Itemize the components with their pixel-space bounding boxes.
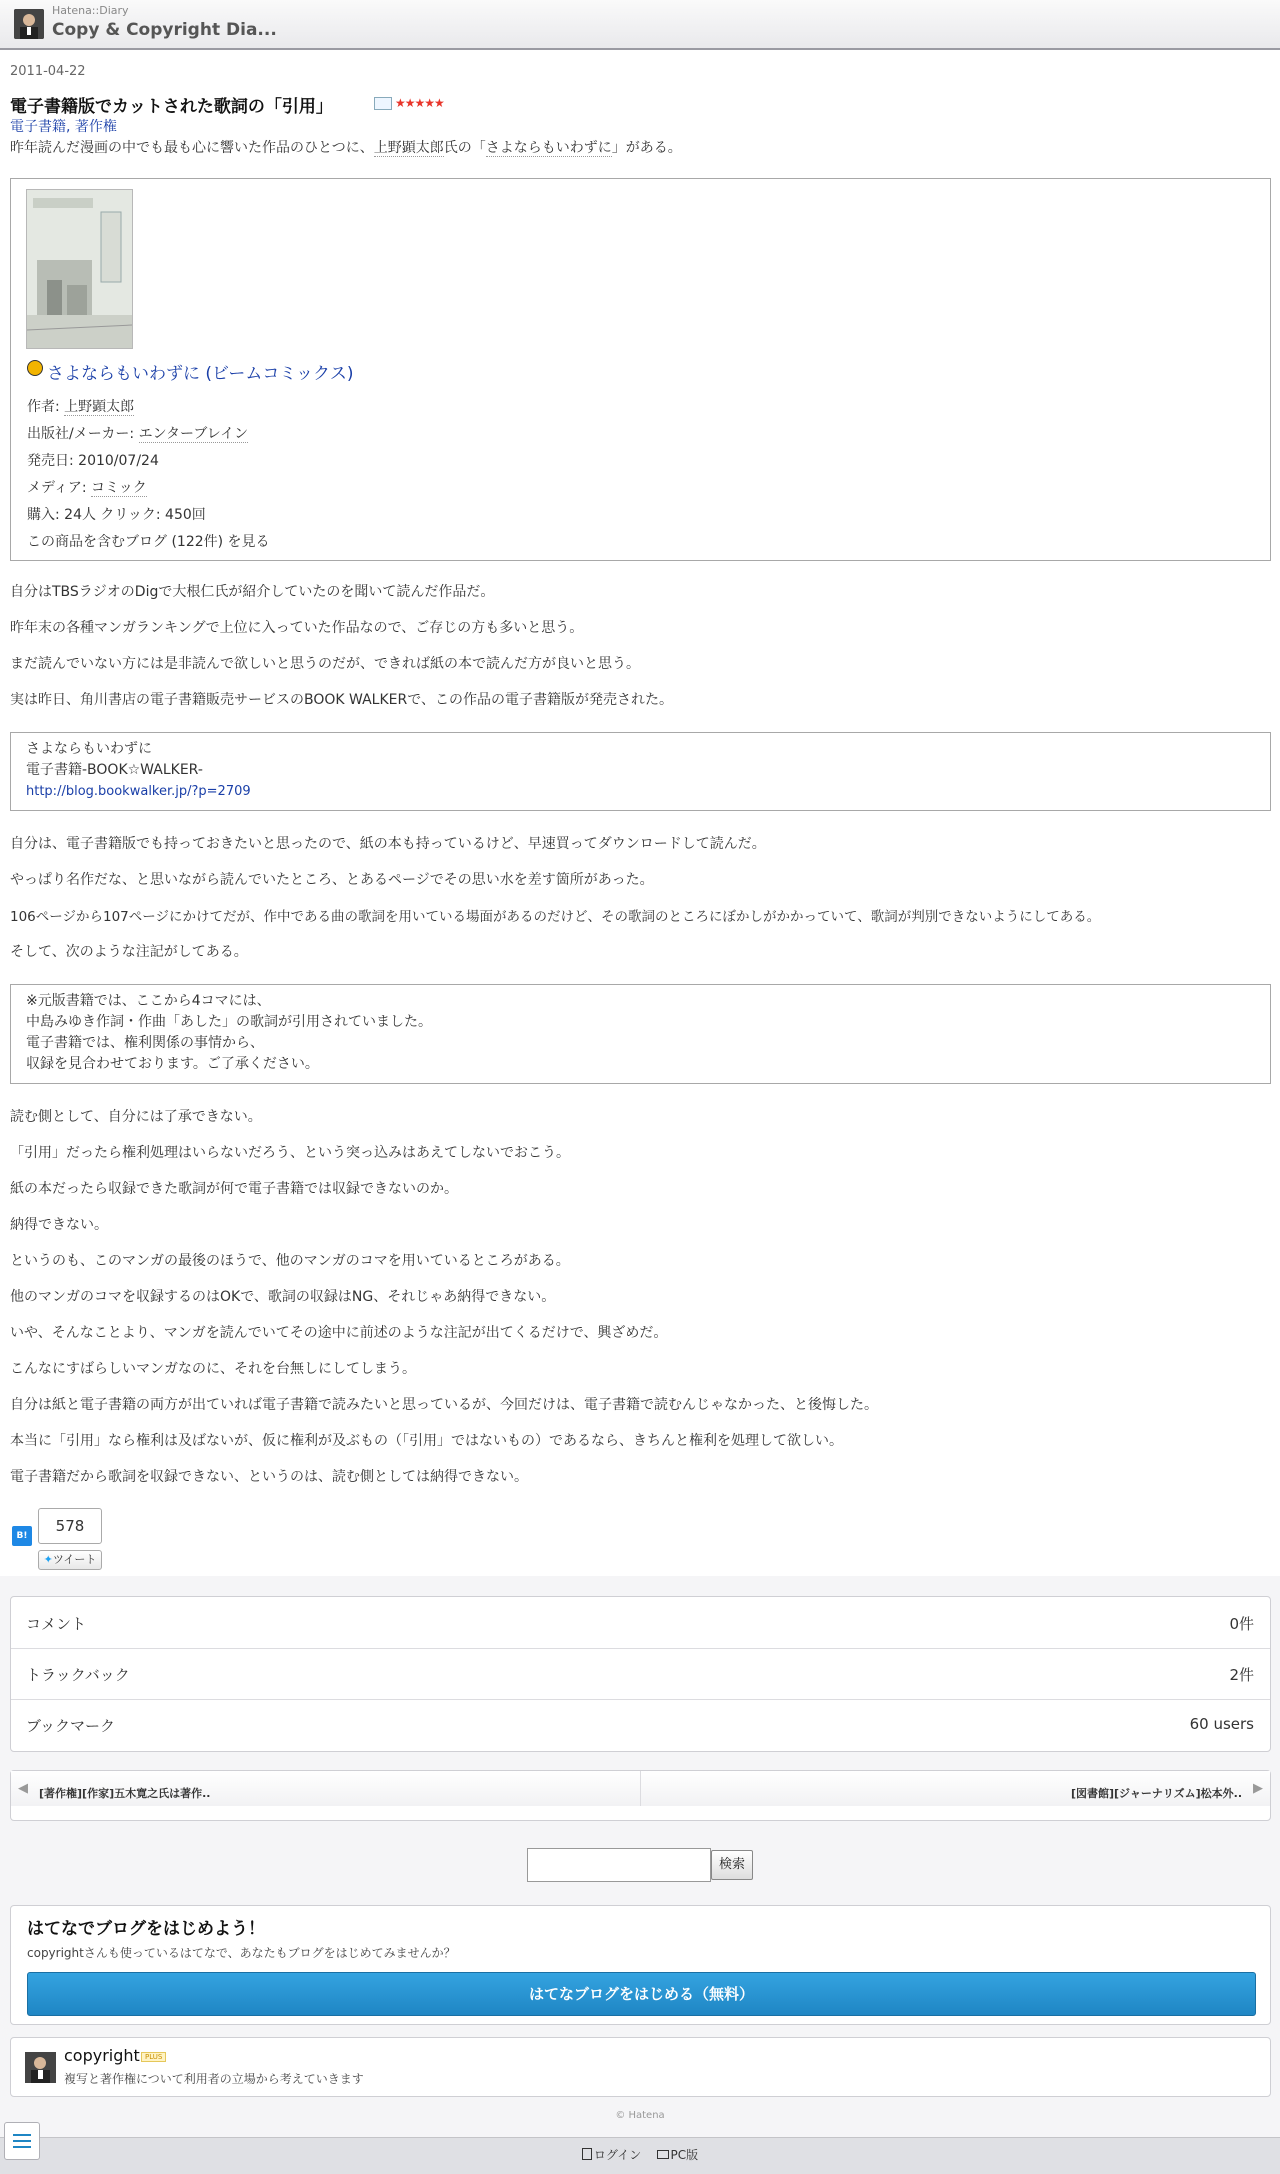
tweet-button[interactable]: ✦ツイート [38,1550,102,1570]
star-icons[interactable]: ★★★★★ [395,96,444,110]
prev-entry-link[interactable]: ◀ [著作権][作家]五木寛之氏は著作.. [11,1771,641,1806]
category-link[interactable]: 著作権 [74,119,117,135]
profile-box [10,2037,1271,2097]
promo-heading: はてなでブログをはじめよう！ [27,1919,265,1939]
twitter-bird-icon: ✦ [43,1553,53,1566]
hatena-bookmark-icon[interactable]: B! [12,1526,32,1546]
body-paragraph: 106ページから107ページにかけてだが、作中である曲の歌詞を用いている場面があるのだけど、その歌詞のところにぼかしがかかっていて、歌詞が判別できないようにしてある。 [10,909,1101,925]
star-area [374,96,444,110]
blog-title[interactable]: Copy & Copyright Dia... [52,20,277,40]
product-title-link[interactable]: さよならもいわずに (ビームコミックス) [47,364,354,384]
entry-title[interactable]: 電子書籍版でカットされた歌詞の「引用」 [10,97,333,117]
pc-version-link[interactable]: PC版 [657,2148,699,2162]
copyright-text: © Hatena [615,2110,665,2121]
entry-pager [10,1770,1271,1821]
body-paragraph: こんなにすばらしいマンガなのに、それを台無しにしてしまう。 [10,1361,416,1377]
stats-row-comments[interactable]: コメント 0件 [11,1597,1270,1649]
quote-line: ※元版書籍では、ここから4コマには、 [26,993,271,1009]
body-paragraph: 実は昨日、角川書店の電子書籍販売サービスのBOOK WALKERで、この作品の電子書籍版が発売された。 [10,692,673,708]
profile-avatar-icon[interactable] [25,2052,56,2083]
product-release-date: 発売日: 2010/07/24 [27,453,159,469]
body-paragraph: いや、そんなことより、マンガを読んでいてその途中に前述のような注記が出てくるだけで、興ざめだ。 [10,1325,668,1341]
product-media: メディア: コミック [27,480,147,496]
body-paragraph: 本当に「引用」なら権利は及ばないが、仮に権利が及ぶもの（「引用」ではないもの）であるなら、きちんと権利を処理して欲しい。 [10,1433,843,1449]
body-paragraph: 「引用」だったら権利処理はいらないだろう、という突っ込みはあえてしないでおこう。 [10,1145,570,1161]
entry-date[interactable]: 2011-04-22 [10,64,86,79]
quote-line: 収録を見合わせております。ご了承ください。 [26,1056,319,1072]
profile-description: 複写と著作権について利用者の立場から考えていきます [64,2072,364,2086]
publisher-link[interactable]: エンターブレイン [138,426,249,442]
body-paragraph: やっぱり名作だな、と思いながら読んでいたところ、とあるページでその思い水を差す箇所があった。 [10,872,654,888]
body-paragraph: 納得できない。 [10,1217,108,1233]
plus-badge: PLUS [141,2052,166,2062]
related-blogs-link[interactable]: この商品を含むブログ (122件) を見る [27,534,270,550]
quote-line: 中島みゆき作詞・作曲「あした」の歌詞が引用されていました。 [26,1014,432,1030]
body-paragraph: 紙の本だったら収録できた歌詞が何で電子書籍では収録できないのか。 [10,1181,458,1197]
author-link[interactable]: 上野顕太郎 [64,399,135,415]
pc-icon [657,2150,669,2159]
product-purchase-stats: 購入: 24人 クリック: 450回 [27,507,206,523]
body-paragraph: そして、次のような注記がしてある。 [10,944,248,960]
body-paragraph: 読む側として、自分には了承できない。 [10,1109,262,1125]
login-link[interactable]: ログイン [582,2148,641,2162]
quote-source-link[interactable]: http://blog.bookwalker.jp/?p=2709 [26,784,251,799]
quote-line: さよならもいわずに [26,741,152,757]
search-button[interactable]: 検索 [711,1850,753,1880]
footer-links [0,2146,1280,2163]
product-author: 作者: 上野顕太郎 [27,399,135,415]
start-blog-button[interactable]: はてなブログをはじめる（無料） [27,1972,1256,2016]
category-list: 電子書籍, 著作権 [10,119,117,135]
next-entry-link[interactable]: [図書館][ジャーナリズム]松本外.. ▶ [641,1771,1270,1806]
amazon-icon [27,360,43,376]
quote-line: 電子書籍では、権利関係の事情から、 [26,1035,264,1051]
body-paragraph: というのも、このマンガの最後のほうで、他のマンガのコマを用いているところがある。 [10,1253,570,1269]
entry-stats [10,1596,1271,1752]
amazon-product-box [10,178,1271,561]
login-icon [582,2148,592,2160]
promo-subtext: copyrightさんも使っているはてなで、あなたもブログをはじめてみませんか？ [27,1946,456,1960]
intro-paragraph: 昨年読んだ漫画の中でも最も心に響いた作品のひとつに、上野顕太郎氏の「さよならもいわずに」がある。 [10,140,682,156]
add-star-icon[interactable] [374,97,392,110]
body-paragraph: 自分はTBSラジオのDigで大根仁氏が紹介していたのを聞いて読んだ作品だ。 [10,584,495,600]
blog-promo-box [10,1905,1271,2025]
book-cover-image[interactable] [26,189,133,349]
stats-row-bookmarks[interactable]: ブックマーク 60 users [26,1715,1254,1735]
category-link[interactable]: 電子書籍 [10,119,66,135]
body-paragraph: 自分は、電子書籍版でも持っておきたいと思ったので、紙の本も持っているけど、早速買ってダウンロードして読んだ。 [10,836,766,852]
media-link[interactable]: コミック [91,480,147,496]
app-header [0,0,1280,50]
body-paragraph: 昨年末の各種マンガランキングで上位に入っていた作品なので、ご存じの方も多いと思う。 [10,620,584,636]
stats-row-trackbacks[interactable]: トラックバック 2件 [11,1648,1270,1700]
arrow-left-icon: ◀ [18,1781,28,1796]
brand-label: Hatena::Diary [52,4,129,17]
body-paragraph: まだ読んでいない方には是非読んで欲しいと思うのだが、できれば紙の本で読んだ方が良いと思う。 [10,656,640,672]
keyword-link[interactable]: さよならもいわずに [485,140,612,156]
quote-line: 電子書籍-BOOK☆WALKER- [26,762,203,778]
user-avatar-icon[interactable] [14,9,44,39]
bookmark-count[interactable]: 578 [38,1508,102,1544]
arrow-right-icon: ▶ [1253,1781,1263,1796]
body-paragraph: 他のマンガのコマを収録するのはOKで、歌詞の収録はNG、それじゃあ納得できない。 [10,1289,556,1305]
body-paragraph: 電子書籍だから歌詞を収録できない、というのは、読む側としては納得できない。 [10,1469,528,1485]
link-blockquote [10,732,1271,811]
profile-name[interactable]: copyright [64,2046,140,2065]
search-input[interactable] [527,1848,711,1882]
body-paragraph: 自分は紙と電子書籍の両方が出ていれば電子書籍で読みたいと思っているが、今回だけは、電子書籍で読むんじゃなかった、と後悔した。 [10,1397,878,1413]
notice-blockquote [10,984,1271,1084]
keyword-link[interactable]: 上野顕太郎 [373,140,444,156]
product-publisher: 出版社/メーカー: エンターブレイン [27,426,249,442]
